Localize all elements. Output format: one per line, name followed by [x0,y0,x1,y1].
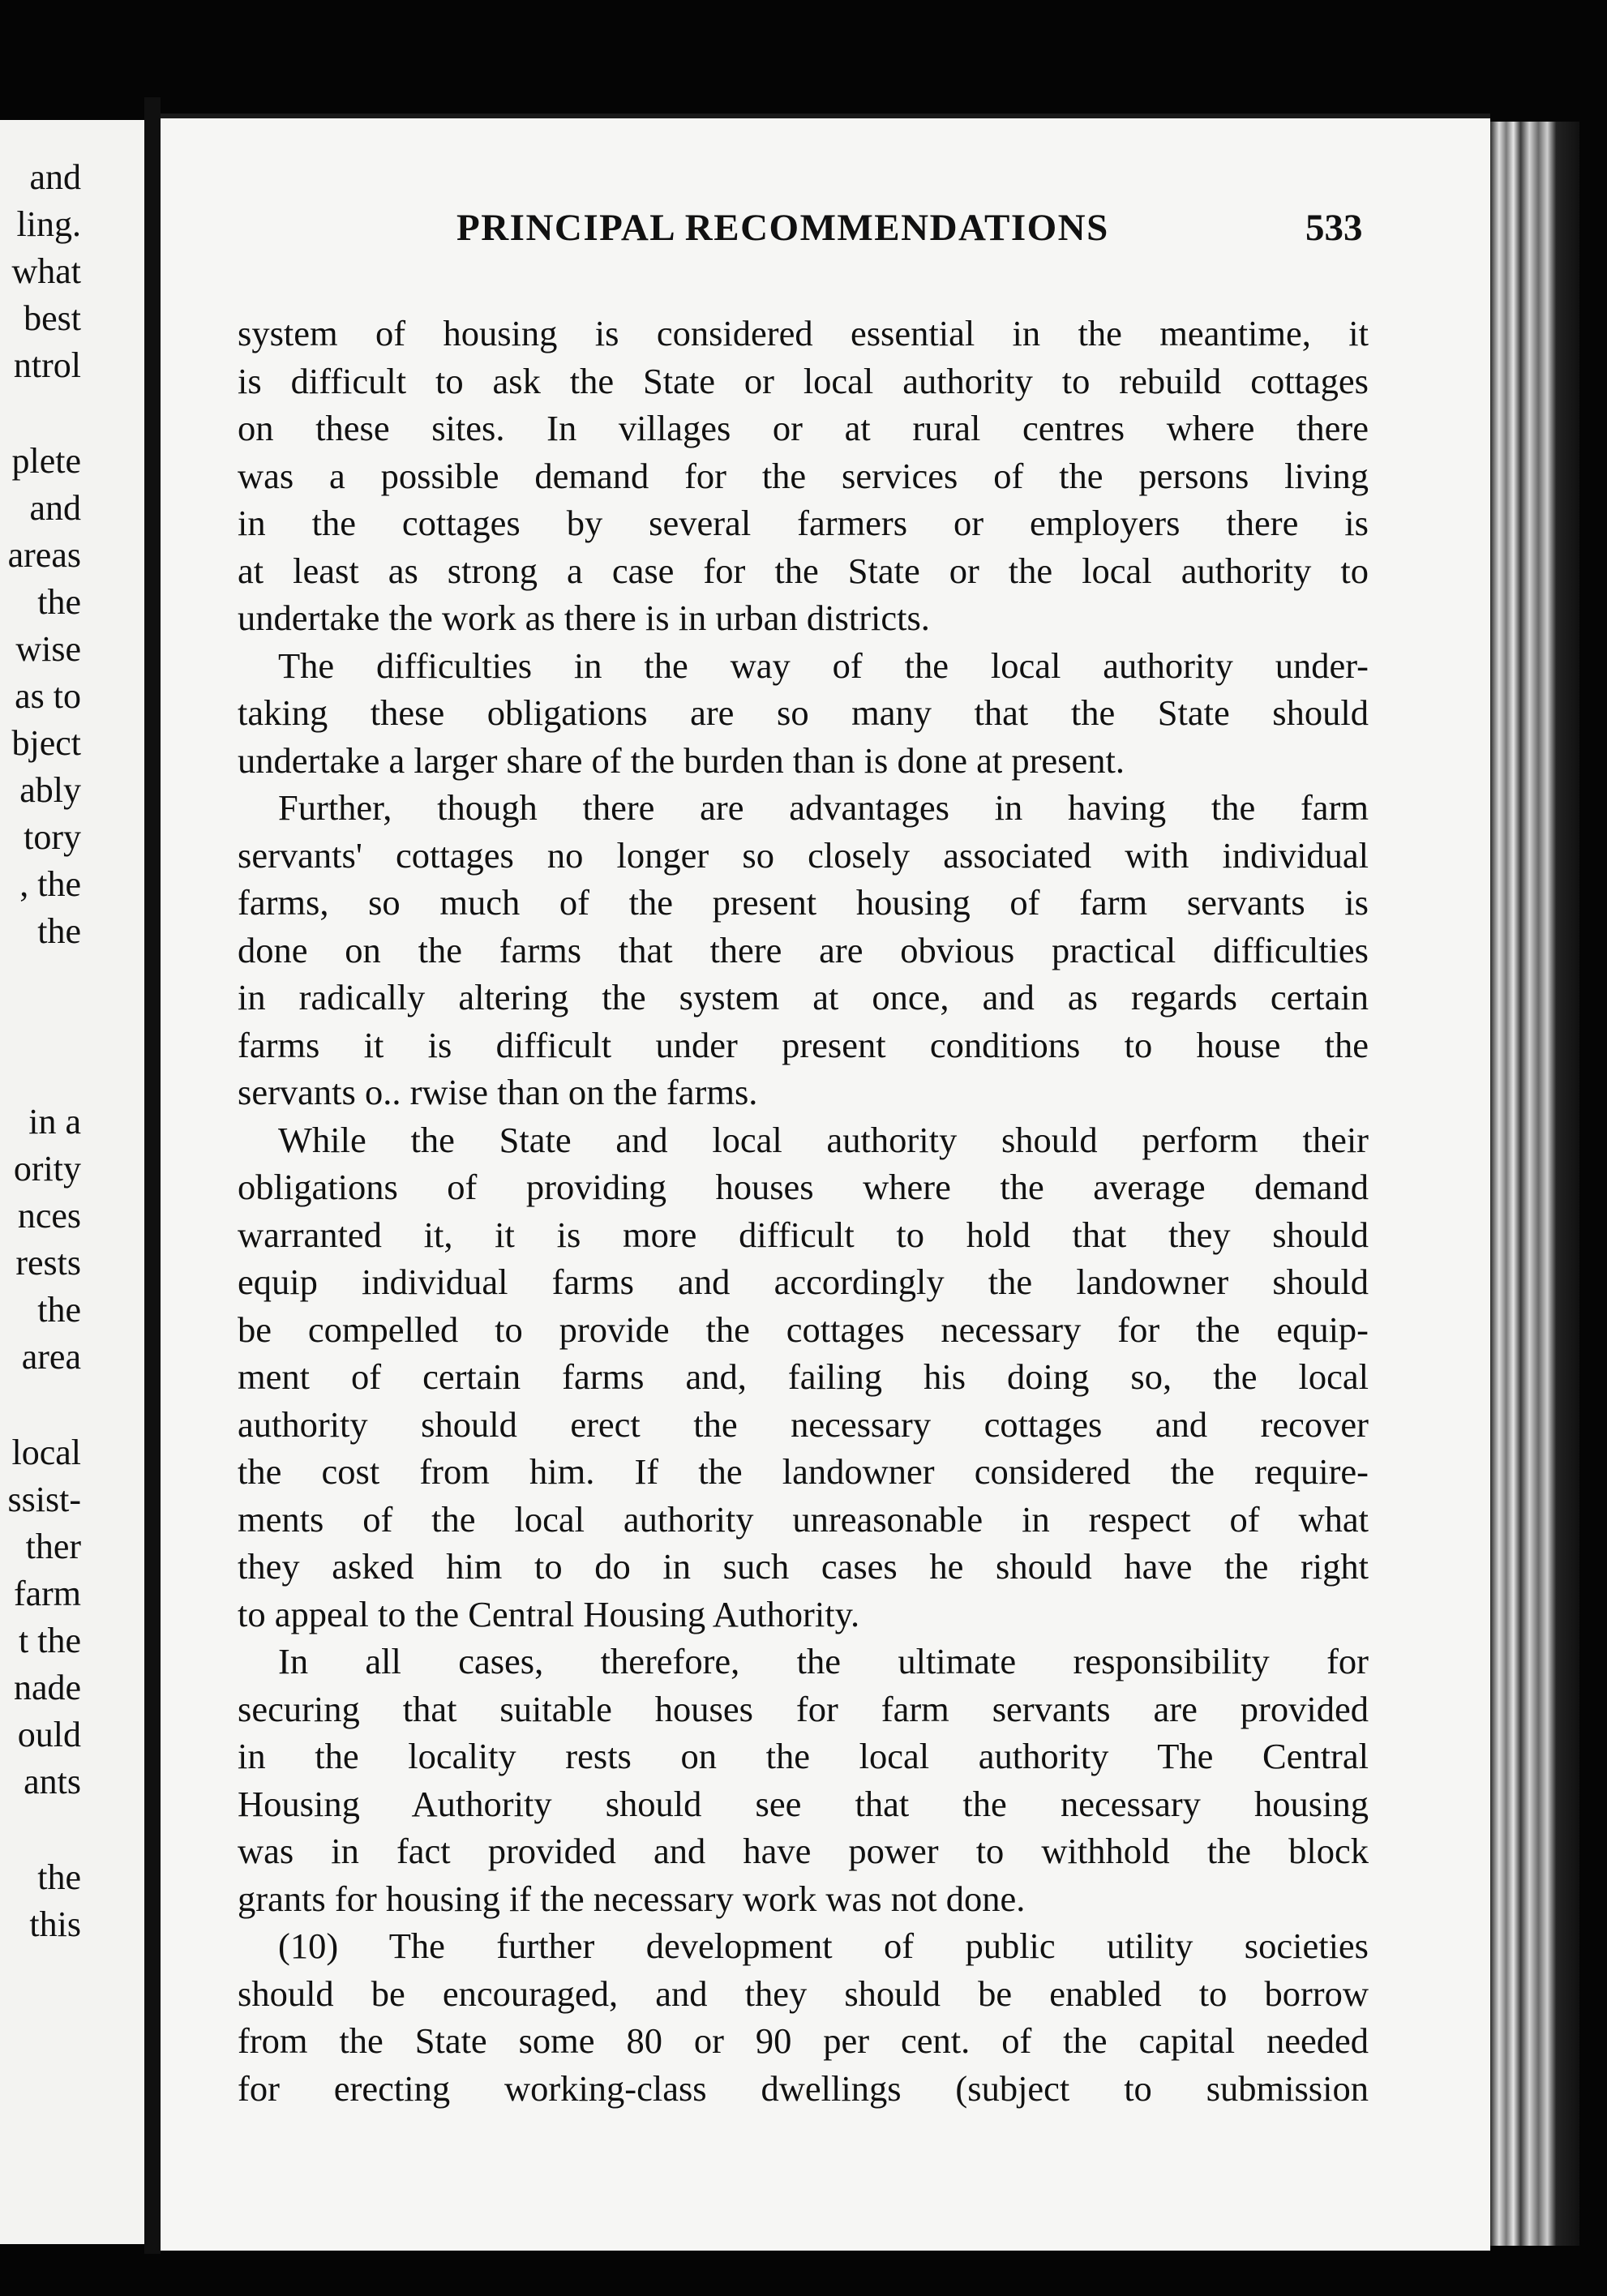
facing-page-line: ling. [16,204,81,244]
text-line: in the locality rests on the local authority The Central [238,1736,1369,1776]
text-line: securing that suitable houses for farm servants are provided [238,1688,1369,1729]
text-line: obligations of providing houses where the average demand [238,1167,1369,1207]
facing-page-line: local [11,1433,81,1472]
text-line: in the cottages by several farmers or employers there is [238,503,1369,543]
book-page [161,114,1490,2251]
text-line: farms it is difficult under present conditions to house the [238,1024,1369,1065]
facing-page-line: ority [13,1149,81,1189]
text-line: is difficult to ask the State or local authority to rebuild cottages [238,360,1369,401]
text-line: farms, so much of the present housing of farm servants is [238,882,1369,923]
text-line: Housing Authority should see that the necessary housing [238,1783,1369,1824]
text-line: servants o.. rwise than on the farms. [238,1072,758,1112]
text-line: While the State and local authority should perform their [278,1119,1369,1160]
facing-page-line: as to [15,676,81,716]
text-line: (10) The further development of public utility societies [278,1925,1369,1966]
body-text [238,310,1369,2112]
book-gutter [144,97,161,2254]
facing-page-line: ntrol [13,345,81,385]
facing-page-line: and [29,488,81,528]
text-line: The difficulties in the way of the local authority under- [278,645,1369,686]
text-line: In all cases, therefore, the ultimate responsibility for [278,1641,1369,1681]
text-line: be compelled to provide the cottages necessary for the equip- [238,1309,1369,1350]
text-line: they asked him to do in such cases he should have the right [238,1546,1369,1587]
facing-page-line: farm [13,1574,81,1613]
facing-page-line: the [37,911,81,951]
facing-page-line: the [37,1290,81,1330]
text-line: ments of the local authority unreasonable in respect of what [238,1498,1369,1540]
facing-page-line: t the [19,1621,81,1660]
text-line: from the State some 80 or 90 per cent. of the capital needed [238,2020,1369,2061]
facing-page-line: in a [28,1102,81,1142]
facing-page-line: wise [15,629,81,669]
text-line: authority should erect the necessary cottages and recover [238,1403,1369,1445]
facing-page-line: bject [11,723,81,763]
facing-page-line: ould [17,1715,81,1754]
text-line: system of housing is considered essential in the meantime, it [238,313,1369,353]
facing-page-line: ably [19,770,81,810]
text-line: was a possible demand for the services of the persons living [238,455,1369,496]
text-line: ment of certain farms and, failing his doing so, the local [238,1356,1369,1397]
facing-page-line: , the [19,864,81,904]
facing-page-line: plete [11,441,81,481]
text-line: servants' cottages no longer so closely associated with individual [238,834,1369,876]
text-line: at least as strong a case for the State or the local authority to [238,550,1369,591]
facing-page-line: the [37,582,81,622]
facing-page-line: the [37,1857,81,1897]
facing-page-fragment [0,120,144,2244]
facing-page-line: nade [13,1668,81,1707]
text-line: for erecting working-class dwellings (subject to submission [238,2067,1369,2109]
text-line: done on the farms that there are obvious practical difficulties [238,929,1369,970]
page-number: 533 [1305,207,1363,249]
text-line: undertake a larger share of the burden than is done at present. [238,739,1125,781]
text-line: the cost from him. If the landowner considered the require- [238,1451,1369,1492]
text-line: to appeal to the Central Housing Authority. [238,1593,860,1634]
text-line: grants for housing if the necessary work was not done. [238,1878,1026,1919]
facing-page-line: rests [15,1243,81,1283]
facing-page-line: this [29,1904,81,1944]
text-line: on these sites. In villages or at rural centres where there [238,408,1369,448]
text-line: taking these obligations are so many that the State should [238,692,1369,733]
running-title: PRINCIPAL RECOMMENDATIONS [456,207,1109,249]
facing-page-line: areas [7,535,81,575]
facing-page-line: ants [24,1762,81,1801]
facing-page-line: area [21,1337,81,1377]
text-line: should be encouraged, and they should be enabled to borrow [238,1973,1369,2014]
text-line: in radically altering the system at once, and as regards certain [238,977,1369,1017]
facing-page-line: nces [17,1196,81,1236]
facing-page-line: ther [25,1527,81,1566]
facing-page-line: ssist- [7,1480,81,1519]
text-line: undertake the work as there is in urban districts. [238,598,930,638]
facing-page-line: and [29,157,81,197]
facing-page-line: what [11,251,81,291]
page-edges [1490,122,1579,2246]
facing-page-line: best [24,298,81,338]
text-line: warranted it, it is more difficult to hold that they should [238,1214,1369,1255]
running-head [161,206,1490,255]
text-line: Further, though there are advantages in having the farm [278,787,1369,828]
text-line: was in fact provided and have power to withhold the block [238,1831,1369,1871]
text-line: equip individual farms and accordingly the landowner should [238,1262,1369,1302]
facing-page-line: tory [24,817,81,857]
